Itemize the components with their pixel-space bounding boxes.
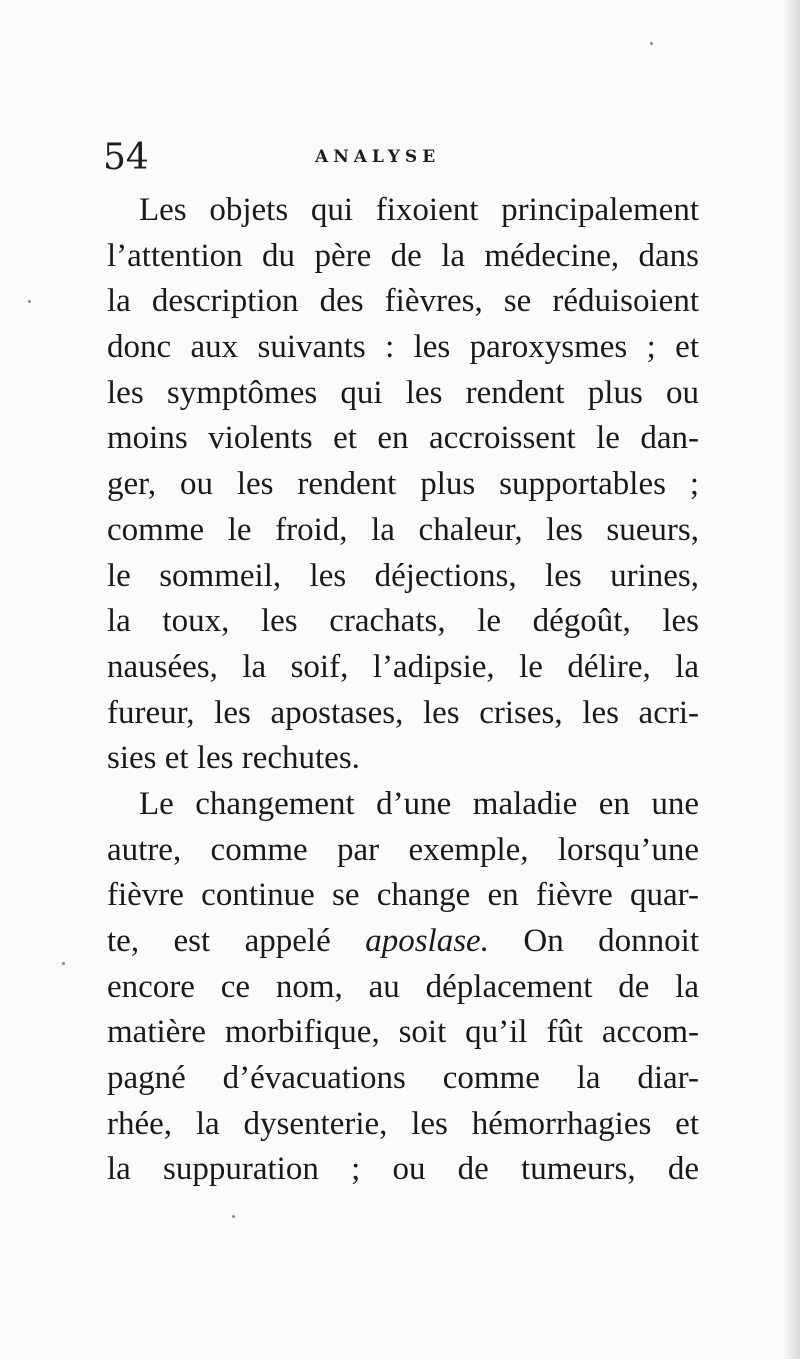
text-line: sies et les rechutes. [107, 740, 360, 777]
paper-speck [232, 1215, 235, 1218]
italic-term: aposlase. [365, 923, 489, 959]
text-fragment: On donnoit [523, 923, 700, 959]
text-line: la description des fièvres, se réduisoient [107, 283, 699, 320]
text-line-with-italic [107, 919, 699, 965]
paragraph-2 [107, 782, 699, 1193]
text-line: fureur, les apostases, les crises, les acri- [107, 694, 699, 731]
text-line: le sommeil, les déjections, les urines, [107, 557, 699, 594]
text-line: les symptômes qui les rendent plus ou [107, 374, 699, 411]
text-line: la suppuration ; ou de tumeurs, de [107, 1151, 699, 1188]
text-fragment: te, est appelé [107, 923, 331, 959]
running-title: ANALYSE [315, 147, 441, 167]
body-text [107, 188, 699, 1193]
text-line: encore ce nom, au déplacement de la [107, 968, 699, 1005]
text-line: ger, ou les rendent plus supportables ; [107, 466, 699, 503]
text-line: l’attention du père de la médecine, dans [107, 237, 699, 274]
paper-speck [650, 42, 653, 45]
page-edge-shadow [782, 0, 800, 1359]
text-line: Le changement d’une maladie en une [139, 785, 699, 822]
text-line: Les objets qui fixoient principalement [139, 192, 699, 228]
page-header [103, 136, 703, 180]
text-line: matière morbifique, soit qu’il fût accom- [107, 1014, 699, 1051]
paper-speck [28, 300, 31, 303]
paragraph-1 [107, 188, 699, 782]
text-line: autre, comme par exemple, lorsqu’une [107, 831, 699, 868]
text-line: donc aux suivants : les paroxysmes ; et [107, 329, 699, 366]
text-line: pagné d’évacuations comme la diar- [107, 1060, 699, 1097]
paper-speck [62, 962, 65, 965]
text-line: moins violents et en accroissent le dan- [107, 420, 699, 457]
text-line: rhée, la dysenterie, les hémorrhagies et [107, 1105, 699, 1142]
text-line: nausées, la soif, l’adipsie, le délire, la [107, 648, 699, 685]
page-number: 54 [103, 137, 149, 178]
text-line: fièvre continue se change en fièvre quar- [107, 877, 699, 914]
text-line: la toux, les crachats, le dégoût, les [107, 603, 699, 640]
text-line: comme le froid, la chaleur, les sueurs, [107, 511, 699, 548]
